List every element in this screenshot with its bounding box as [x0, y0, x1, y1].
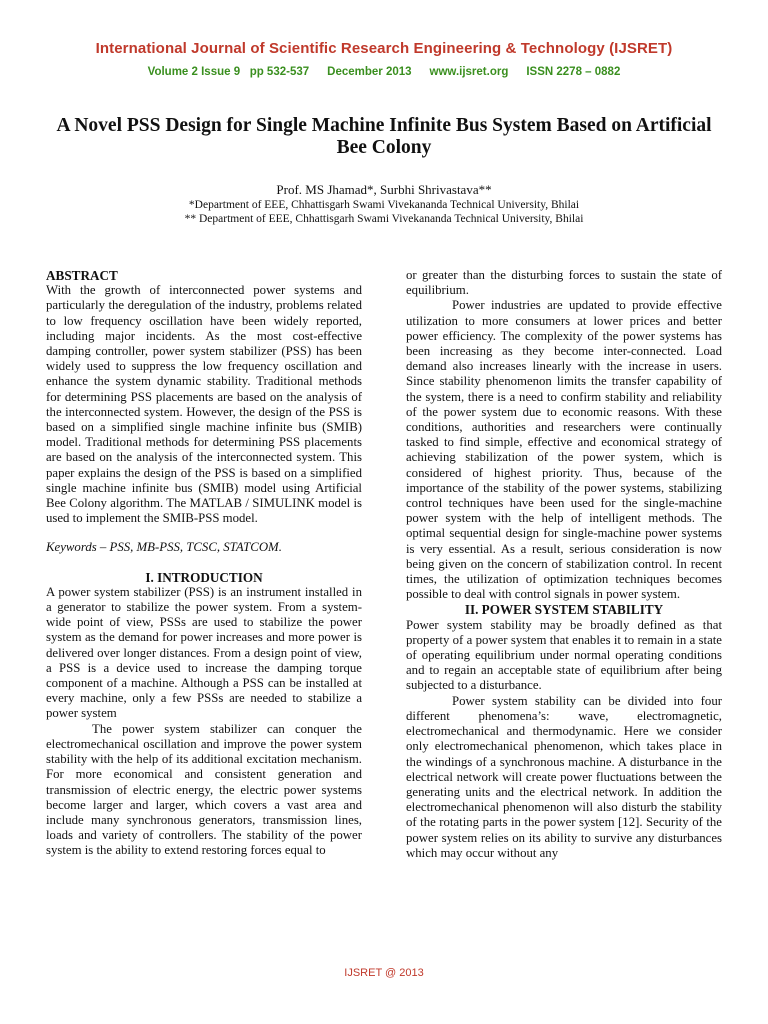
journal-website[interactable]: www.ijsret.org [429, 66, 509, 78]
volume-pages: Volume 2 Issue 9 pp 532-537 [147, 66, 310, 78]
issn: ISSN 2278 – 0882 [526, 66, 621, 78]
left-column [46, 268, 362, 859]
intro-paragraph-3: Power industries are updated to provide effective utilization to more consumers at lower prices and better power efficiency. The complexity of the power systems has been increasing as they become inter-connected. Load demand also increases linearly with the increase in users. Since stability phenomenon limits the transfer capability of the system, there is a need to confirm stability and reliability of the power system due to economic reasons. With these conditions, authorities and researchers were continually tasked to find simple, effective and economical strategy of achieving stabilization of the power system, which is considered of highest priority. Thus, because of the importance of the stability of the power systems, stabilizing control techniques have been used for the single-machine power system with the help of intelligent methods. The optimal sequential design for single-machine power systems is very essential. As a result, serious consideration is now being given on the concern of stabilization control. In recent times, the utilization of optimization techniques becomes possible to deal with control signals in power system. [406, 298, 722, 602]
right-column [406, 268, 722, 861]
stability-paragraph-2: Power system stability can be divided into four different phenomena’s: wave, electromagnetic, electromechanical and thermodynamic. Here we consider only electromechanical phenomenon, which takes place in the windings of a synchronous machine. A disturbance in the electrical network will create power fluctuations between the generating units and the electrical network. In addition the electromechanical phenomenon will also disturb the stability of the rotating parts in the power system [12]. Security of the power system relies on its ability to survive any disturbances which may occur without any [406, 693, 722, 860]
journal-name: International Journal of Scientific Research Engineering & Technology (IJSRET) [95, 40, 673, 57]
journal-header [0, 40, 768, 78]
authors: Prof. MS Jhamad*, Surbhi Shrivastava** [276, 182, 492, 197]
page-footer: IJSRET @ 2013 [344, 967, 424, 979]
stability-paragraph-1: Power system stability may be broadly defined as that property of a power system that enables it to remain in a state of operating equilibrium under normal operating conditions and to regain an acceptable state of equilibrium after being subjected to a disturbance. [406, 617, 722, 693]
intro-paragraph-2-continued: or greater than the disturbing forces to sustain the state of equilibrium. [406, 268, 722, 298]
intro-paragraph-2: The power system stabilizer can conquer the electromechanical oscillation and improve the power system stability with the help of its additional excitation mechanism. For more economical and consistent generation and transmission of electric energy, the electric power systems become larger and larger, which covers a vast area and include many synchronous generators, transmission lines, loads and variety of controllers. The stability of the power system is the ability to extend restoring forces equal to [46, 721, 362, 858]
journal-meta [0, 66, 768, 78]
affiliation-1: *Department of EEE, Chhattisgarh Swami Vivekananda Technical University, Bhilai [188, 199, 580, 211]
abstract-heading: ABSTRACT [46, 268, 118, 283]
issue-date: December 2013 [327, 66, 412, 78]
abstract-text: With the growth of interconnected power systems and particularly the deregulation of the industry, problems related to low frequency oscillation have been widely reported, including major incidents. As the most cost-effective damping controller, power system stabilizer (PSS) has been widely used to suppress the low frequency oscillation and enhance the system dynamic stability. Traditional methods for determining PSS placements are based on the analysis of the interconnected system. However, the design of the PSS is based on a simplified single machine infinite bus (SMIB) model. Traditional methods for determining PSS placements are based on the analysis of the interconnected system. This paper explains the design of the PSS is based on a simplified single machine infinite bus (SMIB) model using Artificial Bee Colony algorithm. The MATLAB / SIMULINK model is used to implement the SMIB-PSS model. [46, 283, 362, 526]
stability-heading: II. POWER SYSTEM STABILITY [464, 602, 664, 618]
intro-paragraph-1: A power system stabilizer (PSS) is an instrument installed in a generator to stabilize the power system. From a system-wide point of view, PSSs are used to stabilize the power system as the demand for power increases and more power is delivered over longer distances. From a design point of view, a PSS is a device used to increase the damping torque component of a machine. Although a PSS can be installed at every machine, only a few PSSs are needed to stabilize a power system [46, 584, 362, 721]
affiliation-2: ** Department of EEE, Chhattisgarh Swami Vivekananda Technical University, Bhilai [184, 213, 584, 225]
introduction-heading: I. INTRODUCTION [145, 569, 263, 585]
paper-title: A Novel PSS Design for Single Machine Infinite Bus System Based on Artificial Bee Colony [56, 115, 712, 158]
keywords: Keywords – PSS, MB-PSS, TCSC, STATCOM. [46, 540, 282, 555]
